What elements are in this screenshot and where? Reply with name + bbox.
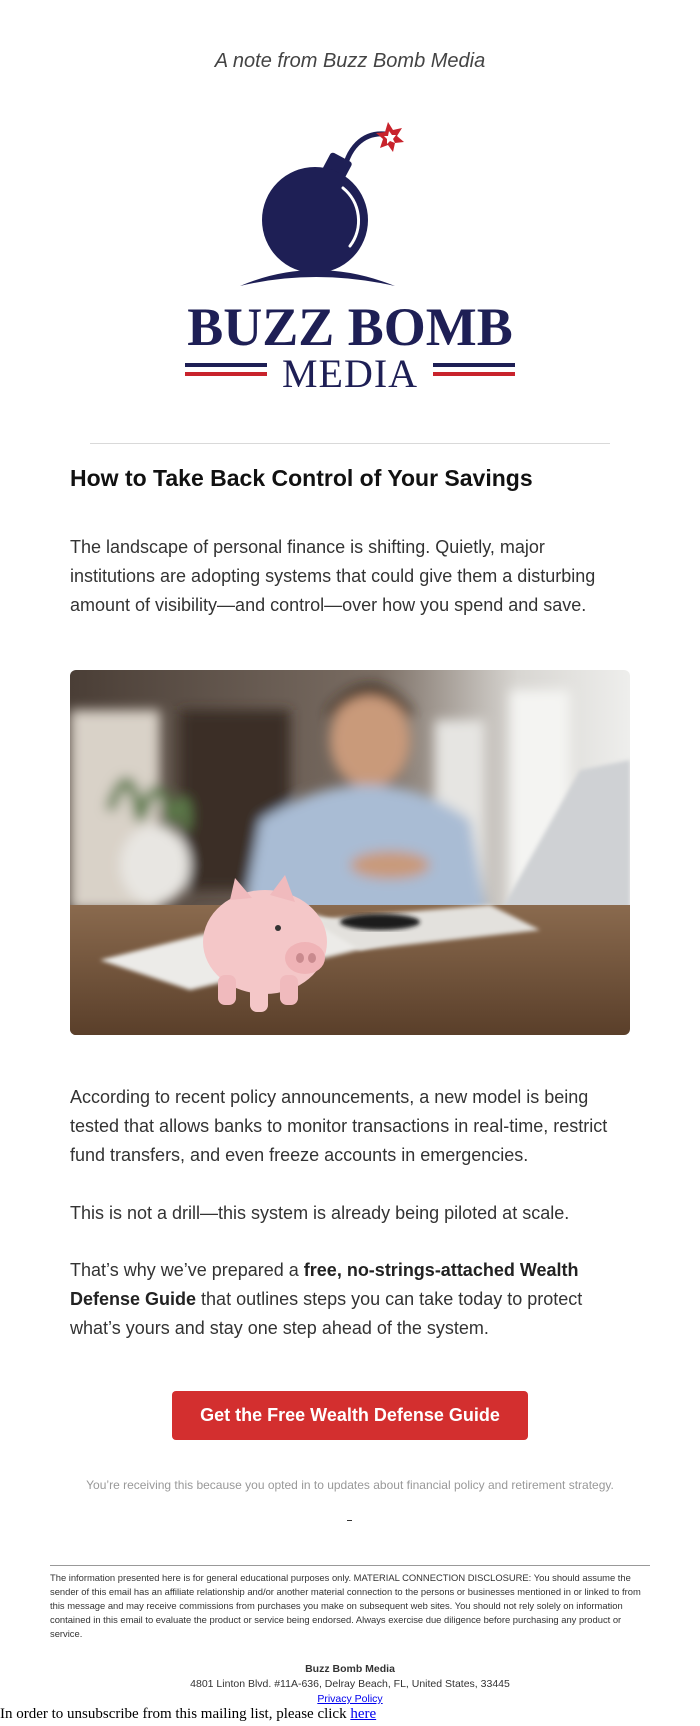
footer-divider [50, 1565, 650, 1566]
bomb-icon [185, 118, 515, 298]
intro-paragraph: The landscape of personal finance is shifting. Quietly, major institutions are adopting systems that could give them a disturbing amount of visibility—and control—over how you spend and save. [70, 537, 596, 615]
divider [90, 443, 610, 444]
body-text: that outlines steps you can take today to protect what’s yours and stay one step ahead of the system. [70, 1289, 583, 1338]
body-paragraph-1: According to recent policy announcements, a new model is being tested that allows banks to monitor transactions in real-time, restrict fund transfers, and even freeze accounts in emergencies. [70, 1087, 608, 1165]
unsubscribe-text: In order to unsubscribe from this mailing list, please click [0, 1706, 351, 1722]
company-address: 4801 Linton Blvd. #11A-636, Delray Beach, FL, United States, 33445 [190, 1678, 510, 1690]
logo-subwordmark: MEDIA [281, 351, 419, 396]
tracking-link[interactable] [347, 1520, 352, 1521]
preheader-note: A note from Buzz Bomb Media [214, 50, 486, 72]
get-guide-button[interactable]: Get the Free Wealth Defense Guide [172, 1391, 528, 1440]
logo-wordmark: BUZZ BOMB [187, 297, 513, 357]
unsubscribe-link[interactable]: here [350, 1706, 377, 1722]
brand-logo [185, 118, 515, 396]
article-headline: How to Take Back Control of Your Savings [70, 465, 533, 491]
body-text: That’s why we’ve prepared a [70, 1260, 304, 1280]
hero-image [70, 670, 630, 1035]
body-paragraph-3 [70, 1256, 630, 1343]
optin-note: You’re receiving this because you opted in to updates about financial policy and retirement strategy. [86, 1478, 614, 1492]
guide-name-bold: free, no-strings-attached Wealth Defense Guide [70, 1260, 579, 1309]
company-name: Buzz Bomb Media [305, 1663, 395, 1675]
privacy-policy-link[interactable]: Privacy Policy [317, 1693, 383, 1705]
privacy-policy-row [0, 1693, 700, 1705]
unsubscribe-line [0, 1706, 700, 1723]
body-paragraph-2: This is not a drill—this system is already being piloted at scale. [70, 1203, 570, 1223]
disclaimer-text: The information presented here is for general educational purposes only. MATERIAL CONNECTION DISCLOSURE: You should assume the sender of this email has an affiliate relationship and/or another material connection to the persons or businesses mentioned in or linked to from this message and may receive commissions from purchases you make on subsequent web sites. You should not rely solely on information contained in this email to evaluate the product or service being endorsed. Always exercise due diligence before purchasing any product or service. [50, 1572, 641, 1639]
